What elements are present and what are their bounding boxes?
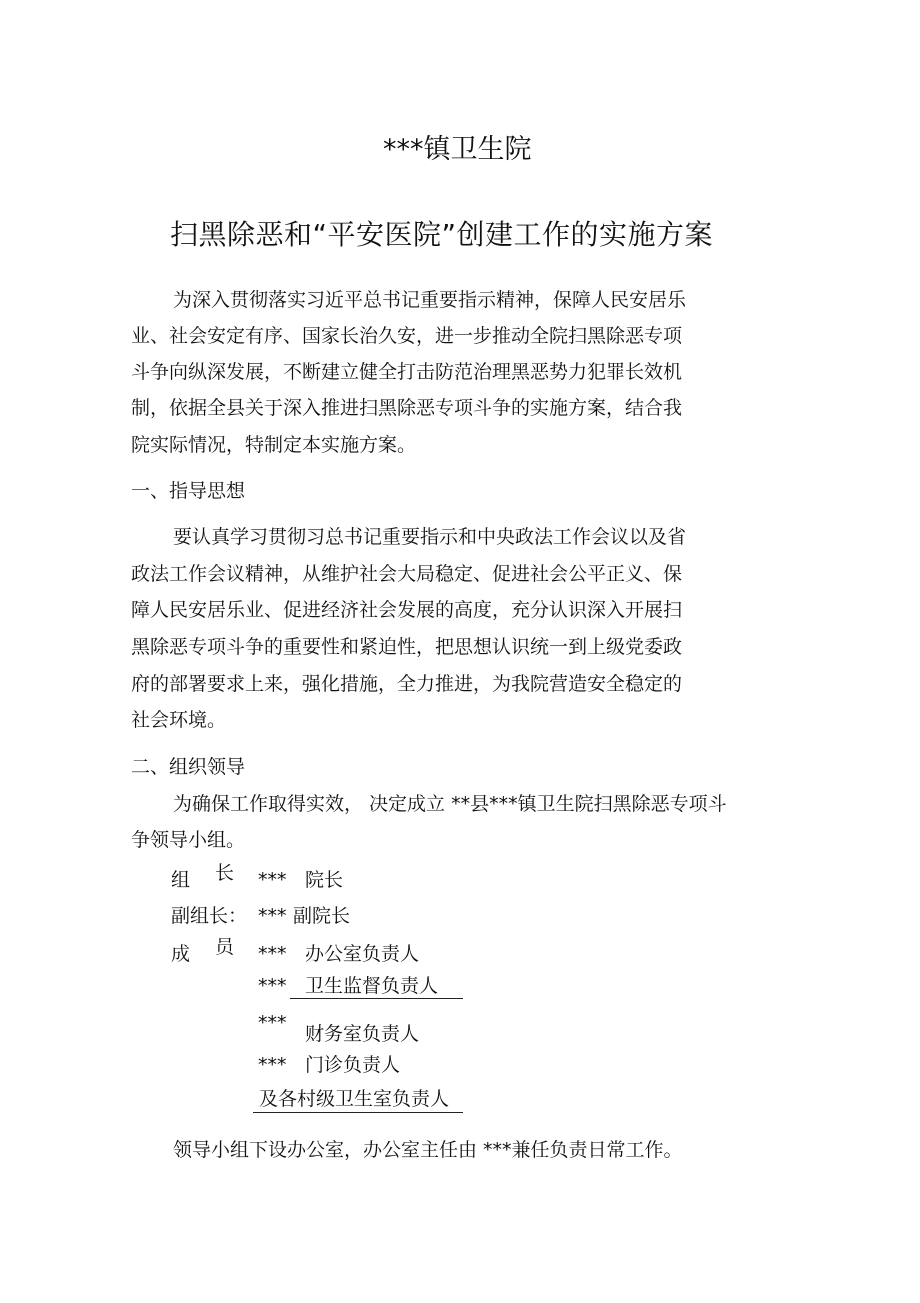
intro-line: 制，依据全县关于深入推进扫黑除恶专项斗争的实施方案，结合我 [131, 397, 683, 419]
intro-line: 院实际情况，特制定本实施方案。 [131, 434, 417, 456]
document-title: ***镇卫生院 [383, 134, 532, 165]
document-subtitle: 扫黑除恶和“平安医院”创建工作的实施方案 [170, 218, 714, 251]
member-name: *** [258, 1012, 287, 1034]
members-label-part: 员 [215, 936, 235, 958]
section2-line: 为确保工作取得实效， 决定成立 **县***镇卫生院扫黑除恶专项斗 [173, 793, 727, 815]
member-role: 卫生监督负责人 [305, 975, 439, 997]
section1-line: 障人民安居乐业、促进经济社会发展的高度，充分认识深入开展扫 [131, 599, 683, 621]
leader-label-part: 组 [171, 869, 191, 891]
intro-line: 为深入贯彻落实习近平总书记重要指示精神，保障人民安居乐 [173, 289, 687, 311]
leader-name: *** [258, 869, 287, 891]
member-name: *** [258, 975, 287, 997]
deputy-name: *** [258, 905, 287, 927]
section1-line: 黑除恶专项斗争的重要性和紧迫性，把思想认识统一到上级党委政 [131, 636, 683, 658]
member-role: 财务室负责人 [305, 1023, 420, 1045]
section2-line: 争领导小组。 [131, 829, 246, 851]
underline [253, 1112, 463, 1113]
leader-role: 院长 [305, 869, 344, 891]
deputy-role: 副院长 [293, 905, 351, 927]
section-heading-guiding-thought: 一、指导思想 [131, 480, 246, 502]
member-name: *** [258, 943, 287, 965]
section1-line: 政法工作会议精神，从维护社会大局稳定、促进社会公平正义、保 [131, 563, 683, 585]
members-extra: 及各村级卫生室负责人 [259, 1088, 450, 1110]
members-label-part: 成 [171, 943, 191, 965]
member-role: 办公室负责人 [305, 943, 420, 965]
section1-line: 社会环境。 [131, 709, 227, 731]
member-role: 门诊负责人 [305, 1054, 401, 1076]
underline [290, 998, 463, 999]
deputy-label: 副组长： [171, 905, 248, 927]
leader-label-part: 长 [215, 862, 235, 884]
closing-line: 领导小组下设办公室，办公室主任由 ***兼任负责日常工作。 [173, 1139, 683, 1161]
intro-line: 斗争向纵深发展，不断建立健全打击防范治理黑恶势力犯罪长效机 [131, 361, 683, 383]
intro-line: 业、社会安定有序、国家长治久安，进一步推动全院扫黑除恶专项 [131, 325, 683, 347]
section1-line: 府的部署要求上来，强化措施，全力推进，为我院营造安全稳定的 [131, 673, 683, 695]
section-heading-organization: 二、组织领导 [131, 756, 246, 778]
section1-line: 要认真学习贯彻习总书记重要指示和中央政法工作会议以及省 [173, 526, 687, 548]
member-name: *** [258, 1054, 287, 1076]
